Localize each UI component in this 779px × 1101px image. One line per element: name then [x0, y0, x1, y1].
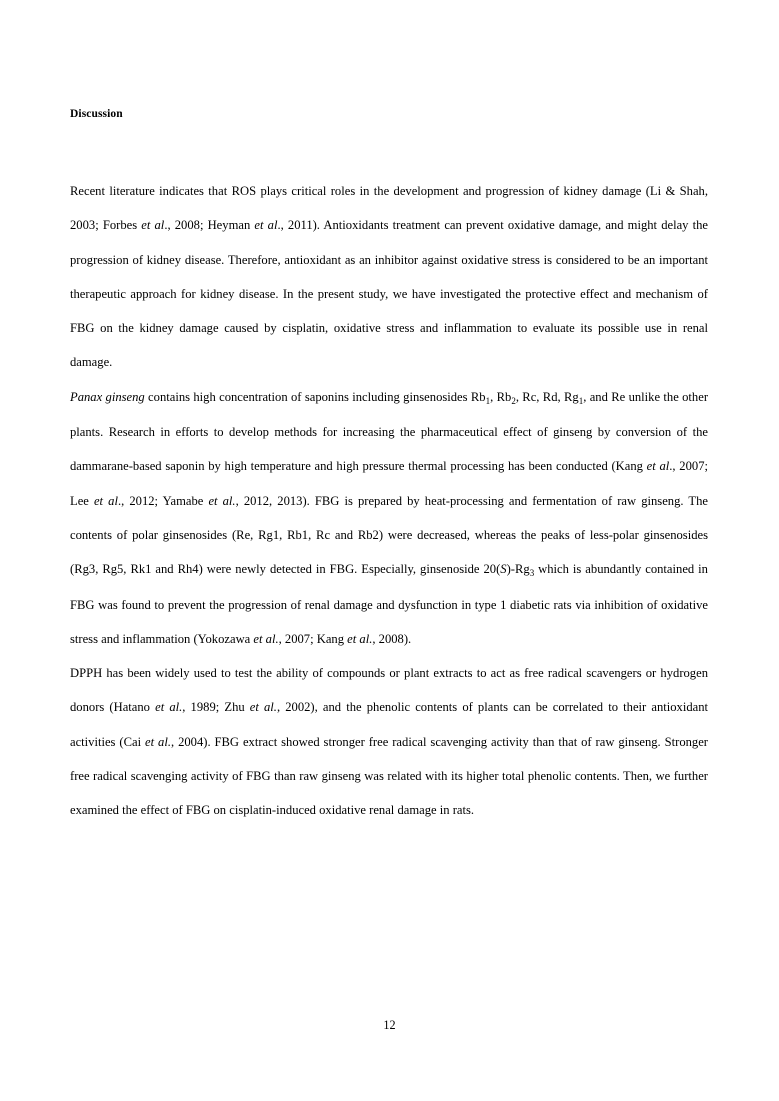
document-body [70, 108, 708, 828]
italic-run: et al [646, 459, 670, 474]
paragraph: Recent literature indicates that ROS plays critical roles in the development and progression of kidney damage (Li & Shah, 2003; Forbes et al., 2008; Heyman et al., 2011). Antioxidants treatment can prevent oxidative damage, and might delay the progression of kidney disease. Therefore, antioxidant as an inhibitor against oxidative stress is considered to be an important therapeutic approach for kidney disease. In the present study, we have investigated the protective effect and mechanism of FBG on the kidney damage caused by cisplatin, oxidative stress and inflammation to evaluate its possible use in renal damage. [70, 184, 708, 370]
subscript-run: 2 [511, 395, 516, 406]
subscript-run: 1 [578, 395, 584, 406]
italic-run: S [500, 562, 507, 577]
subscript-run: 1 [485, 395, 491, 406]
paragraph: DPPH has been widely used to test the ability of compounds or plant extracts to act as free radical scavengers or hydrogen donors (Hatano et al., 1989; Zhu et al., 2002), and the phenolic contents of plants can be correlated to their antioxidant activities (Cai et al., 2004). FBG extract showed stronger free radical scavenging activity than that of raw ginseng. Stronger free radical scavenging activity of FBG than raw ginseng was related with its higher total phenolic contents. Then, we further examined the effect of FBG on cisplatin-induced oxidative renal damage in rats. [70, 666, 709, 818]
italic-run: et al [93, 493, 118, 508]
paragraph: Panax ginseng contains high concentration of saponins including ginsenosides $Rb_1$, $Rb_2$, Rc, Rd, $Rg_1$, and Re unlike the other plants. Research in efforts to develop methods for increasing the pharmaceutical effect of ginseng by conversion of the dammarane-based saponin by high temperature and high pressure thermal processing has been conducted (Kang et al., 2007; Lee et al., 2012; Yamabe et al., 2012, 2013). FBG is prepared by heat-processing and fermentation of raw ginseng. The contents of polar ginsenosides (Re, Rg1, Rb1, Rc and Rb2) were decreased, whereas the peaks of less-polar ginsenosides (Rg3, Rg5, Rk1 and Rh4) were newly detected in FBG. Especially, ginsenoside $20(S)-Rg_3$ which is abundantly contained in FBG was found to prevent the progression of renal damage and dysfunction in type 1 diabetic rats via inhibition of oxidative stress and inflammation (Yokozawa et al., 2007; Kang et al., 2008). [70, 389, 709, 646]
italic-run: et al. [145, 734, 171, 749]
italic-run: et al [254, 218, 278, 233]
italic-run: et al [141, 218, 165, 233]
paragraph-container [70, 174, 708, 828]
italic-run: et al. [253, 631, 279, 646]
italic-run: et al. [208, 493, 236, 508]
page-number: 12 [383, 1018, 396, 1032]
italic-run: et al. [249, 700, 277, 715]
italic-run: Panax ginseng [70, 389, 145, 404]
italic-run: et al. [155, 700, 183, 715]
section-heading: Discussion [70, 108, 123, 120]
italic-run: et al. [347, 631, 373, 646]
subscript-run: 3 [529, 568, 535, 579]
